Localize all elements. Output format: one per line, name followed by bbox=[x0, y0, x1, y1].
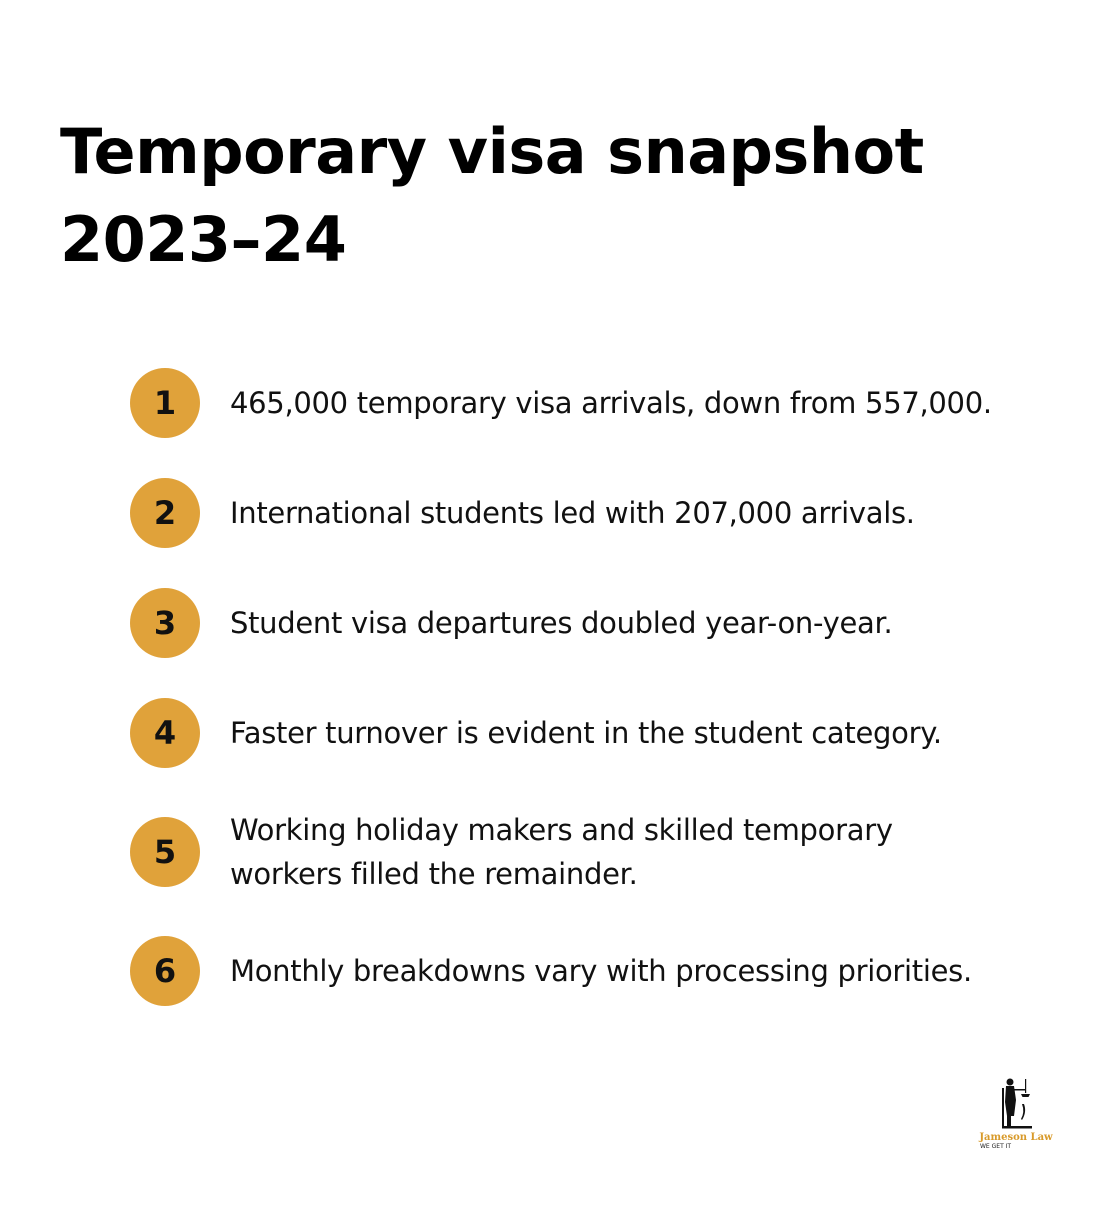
item-text: Monthly breakdowns vary with processing priorities. bbox=[230, 954, 972, 988]
brand-logo bbox=[976, 1076, 1056, 1156]
number-badge: 5 bbox=[130, 817, 200, 887]
item-text: Student visa departures doubled year-on-year. bbox=[230, 606, 893, 640]
item-text: International students led with 207,000 arrivals. bbox=[230, 496, 915, 530]
item-text: Faster turnover is evident in the student category. bbox=[230, 716, 942, 750]
number-badge: 3 bbox=[130, 588, 200, 658]
page-title: Temporary visa snapshot 2023–24 bbox=[60, 115, 924, 276]
number-badge: 1 bbox=[130, 368, 200, 438]
list-item bbox=[130, 808, 950, 896]
list-item bbox=[130, 936, 1050, 1006]
list-item bbox=[130, 368, 1050, 438]
number-badge: 2 bbox=[130, 478, 200, 548]
number-badge: 4 bbox=[130, 698, 200, 768]
logo-tagline: WE GET IT bbox=[980, 1143, 1012, 1150]
logo-name: Jameson Law bbox=[979, 1132, 1053, 1143]
list-item bbox=[130, 588, 1050, 658]
list-item bbox=[130, 478, 1050, 548]
item-text: 465,000 temporary visa arrivals, down from 557,000. bbox=[230, 386, 992, 420]
number-badge: 6 bbox=[130, 936, 200, 1006]
item-text: Working holiday makers and skilled temporary workers filled the remainder. bbox=[230, 813, 893, 891]
list-item bbox=[130, 698, 1050, 768]
lady-justice-icon bbox=[994, 1076, 1038, 1130]
